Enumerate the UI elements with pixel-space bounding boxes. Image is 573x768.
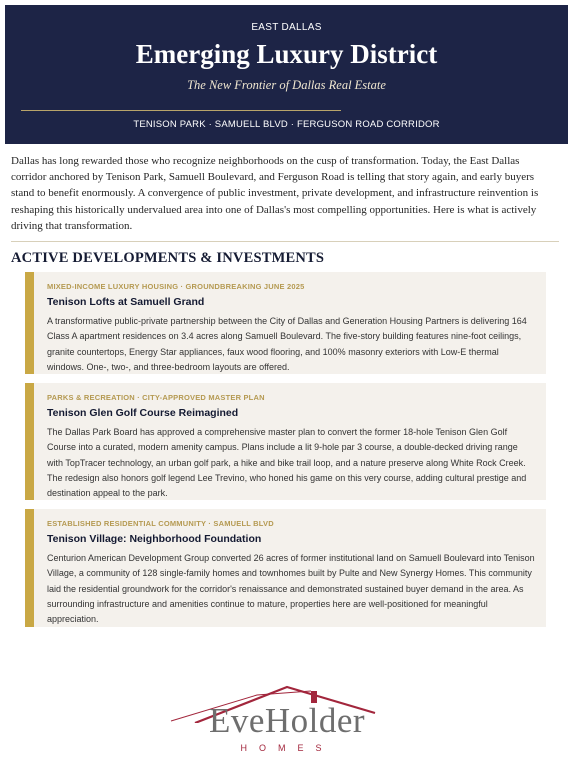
header-eyebrow: EAST DALLAS [251,22,322,33]
card-tag: MIXED-INCOME LUXURY HOUSING · GROUNDBREAKING JUNE 2025 [47,282,305,291]
section-title: ACTIVE DEVELOPMENTS & INVESTMENTS [11,250,325,266]
card-title: Tenison Glen Golf Course Reimagined [47,407,239,419]
card-body: Centurion American Development Group converted 26 acres of former institutional land on Samuell Boulevard into Tenison Village, a community of 128 single-family homes and townhomes built by Pulte and New Synergy Homes. This community laid the residential groundwork for the corridor's renaissance and demonstrated sustained buyer demand in the area. As surrounding infrastructure and amenities continue to mature, properties here are well-positioned for meaningful appreciation. [47,553,535,625]
development-card-tenison-glen [25,383,546,500]
card-title: Tenison Village: Neighborhood Foundation [47,533,262,545]
page-title: Emerging Luxury District [135,39,438,69]
card-title: Tenison Lofts at Samuell Grand [47,296,205,308]
card-tag: ESTABLISHED RESIDENTIAL COMMUNITY · SAMUELL BLVD [47,519,274,528]
card-body: The Dallas Park Board has approved a comprehensive master plan to convert the former 18-hole Tenison Glen Golf Course into a curated, modern amenity campus. Plans include a lit 9-hole par 3 course, a double-decked driving range with TopTracer technology, an urban golf park, a hike and bike trail loop, and a nature preserve along White Rock Creek. The redesign also honors golf legend Lee Trevino, who honed his game on this very course, adding cultural prestige and destination appeal to the park. [47,427,527,499]
card-tag: PARKS & RECREATION · CITY-APPROVED MASTER PLAN [47,393,265,402]
header-divider [21,110,341,111]
header-banner [5,5,568,144]
development-card-tenison-village [25,509,546,627]
corridor-line: TENISON PARK · SAMUELL BLVD · FERGUSON ROAD CORRIDOR [133,119,440,130]
intro-paragraph: Dallas has long rewarded those who recognize neighborhoods on the cusp of transformation. Today, the East Dallas corridor anchored by Tenison Park, Samuell Boulevard, and Ferguson Road is telling that story again, and early buyers stand to benefit enormously. A convergence of public investment, private development, and infrastructure reinvention is reshaping this historically undervalued area into one of Dallas's most compelling opportunities. Here is what is actively driving that transformation. [11,155,539,232]
page-subtitle: The New Frontier of Dallas Real Estate [187,78,386,92]
logo-wordmark: EveHolder [208,701,366,740]
intro-divider [11,241,559,242]
development-card-tenison-lofts [25,272,546,374]
card-body: A transformative public-private partnership between the City of Dallas and Generation Housing Partners is delivering 164 Class A apartment residences on 3.4 acres along Samuell Boulevard. The five-story building features nine-foot ceilings, granite countertops, Energy Star appliances, faux wood flooring, and 100% masonry exteriors with Low-E thermal windows. One-, two-, and three-bedroom layouts are offered. [47,316,527,372]
eveholder-logo [161,683,413,761]
logo-subtext: HOMES [240,743,334,753]
